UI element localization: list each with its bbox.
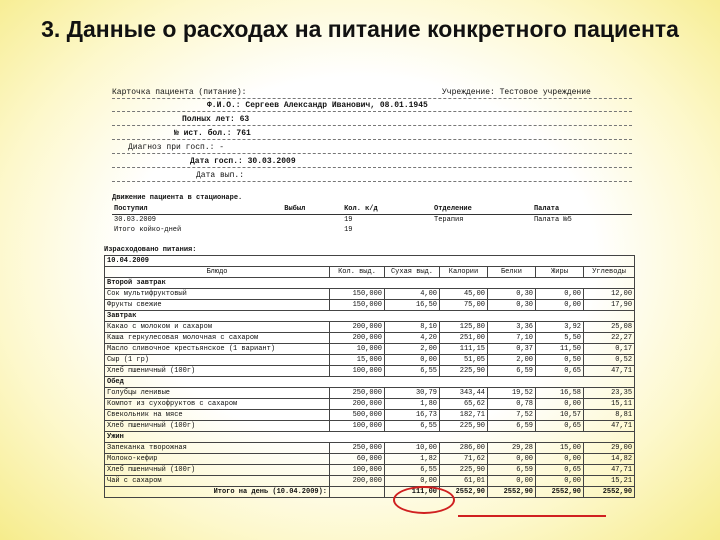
meal-row: [105, 388, 635, 399]
total-cell: 2552,90: [584, 487, 635, 498]
dish-name: Масло сливочное крестьянское (1 вариант): [105, 344, 330, 355]
meal-value: 251,00: [440, 333, 488, 344]
separator: [112, 167, 632, 168]
stay-cell: [282, 225, 342, 235]
meal-value: 1,82: [385, 454, 440, 465]
meal-value: 0,30: [488, 300, 536, 311]
meal-row: [105, 421, 635, 432]
meal-header-row: [105, 267, 635, 278]
meal-value: 0,65: [536, 421, 584, 432]
discharge-date: Дата вып.:: [196, 171, 245, 180]
meal-value: 60,000: [330, 454, 385, 465]
dish-name: Хлеб пшеничный (100г): [105, 421, 330, 432]
meal-body: [105, 278, 635, 487]
meal-value: 0,52: [584, 355, 635, 366]
total-row: [105, 487, 635, 498]
meal-value: 200,000: [330, 333, 385, 344]
patient-age: Полных лет: 63: [182, 115, 250, 124]
meal-value: 47,71: [584, 465, 635, 476]
meal-value: 0,65: [536, 366, 584, 377]
meal-value: 100,000: [330, 421, 385, 432]
meal-value: 1,80: [385, 399, 440, 410]
meal-row: [105, 333, 635, 344]
meal-value: 7,52: [488, 410, 536, 421]
separator: [112, 125, 632, 126]
meal-section-row: [105, 278, 635, 289]
meal-value: 51,05: [440, 355, 488, 366]
meal-value: 100,000: [330, 465, 385, 476]
stay-col: Палата: [532, 204, 632, 215]
meal-col: Жиры: [536, 267, 584, 278]
meal-row: [105, 300, 635, 311]
meal-col: Сухая выд.: [385, 267, 440, 278]
meal-value: 0,00: [536, 454, 584, 465]
dish-name: Сок мультифруктовый: [105, 289, 330, 300]
meal-value: 4,20: [385, 333, 440, 344]
meal-value: 150,000: [330, 300, 385, 311]
total-label: Итого на день (10.04.2009):: [105, 487, 330, 498]
meal-col: Белки: [488, 267, 536, 278]
meal-section-name: Обед: [105, 377, 635, 388]
meal-value: 25,08: [584, 322, 635, 333]
meal-value: 0,00: [385, 476, 440, 487]
meal-value: 16,58: [536, 388, 584, 399]
dish-name: Голубцы ленивые: [105, 388, 330, 399]
meal-value: 12,00: [584, 289, 635, 300]
dish-name: Чай с сахаром: [105, 476, 330, 487]
meal-row: [105, 410, 635, 421]
meal-value: 500,000: [330, 410, 385, 421]
highlight-underline: [458, 515, 606, 517]
stay-col: Отделение: [432, 204, 532, 215]
meal-value: 200,000: [330, 322, 385, 333]
meal-value: 0,00: [536, 289, 584, 300]
stay-table: [112, 194, 632, 235]
meal-value: 6,59: [488, 465, 536, 476]
total-cell: 2552,90: [488, 487, 536, 498]
meal-value: 343,44: [440, 388, 488, 399]
meal-value: 47,71: [584, 421, 635, 432]
stay-heading: Движение пациента в стационаре.: [112, 194, 243, 202]
stay-cell: 30.03.2009: [114, 216, 157, 224]
meal-value: 10,000: [330, 344, 385, 355]
meal-value: 29,28: [488, 443, 536, 454]
stay-col: Выбыл: [282, 204, 342, 215]
meal-value: 0,17: [584, 344, 635, 355]
meal-col: Углеводы: [584, 267, 635, 278]
dish-name: Каша геркулесовая молочная с сахаром: [105, 333, 330, 344]
stay-cell: 19: [344, 216, 353, 224]
meal-value: 125,80: [440, 322, 488, 333]
meal-value: 15,000: [330, 355, 385, 366]
meal-value: 71,62: [440, 454, 488, 465]
meal-row: [105, 399, 635, 410]
meal-value: 3,92: [536, 322, 584, 333]
total-cell: 2552,90: [536, 487, 584, 498]
separator: [112, 111, 632, 112]
stay-cell: Палата №5: [533, 216, 572, 224]
slide-title: 3. Данные о расходах на питание конкретного пациента: [41, 16, 679, 42]
meal-row: [105, 366, 635, 377]
dish-name: Молоко-кефир: [105, 454, 330, 465]
separator: [112, 153, 632, 154]
meal-col: Кол. выд.: [330, 267, 385, 278]
total-cell: 2552,90: [440, 487, 488, 498]
diagnosis: Диагноз при госп.: -: [128, 143, 225, 152]
meal-section-row: [105, 311, 635, 322]
meal-value: 23,35: [584, 388, 635, 399]
meal-value: 0,50: [536, 355, 584, 366]
separator: [112, 181, 632, 182]
meal-row: [105, 289, 635, 300]
meal-value: 200,000: [330, 399, 385, 410]
meal-value: 0,00: [488, 454, 536, 465]
stay-cell: [532, 225, 632, 235]
dish-name: Фрукты свежие: [105, 300, 330, 311]
date-row: [105, 256, 635, 267]
meal-value: 225,90: [440, 421, 488, 432]
meal-section-row: [105, 432, 635, 443]
meal-value: 0,00: [536, 399, 584, 410]
meal-value: 0,00: [536, 476, 584, 487]
meal-row: [105, 465, 635, 476]
meal-value: 5,50: [536, 333, 584, 344]
meal-value: 0,30: [488, 289, 536, 300]
patient-fio: Ф.И.О.: Сергеев Александр Иванович, 08.01.1945: [207, 101, 428, 110]
meal-table: [104, 246, 634, 498]
meal-value: 6,55: [385, 421, 440, 432]
meal-value: 15,00: [536, 443, 584, 454]
meal-heading: Израсходовано питания:: [104, 246, 197, 254]
card-heading: Карточка пациента (питание):: [112, 88, 247, 97]
stay-row: [112, 215, 632, 226]
meal-value: 250,000: [330, 443, 385, 454]
separator: [112, 98, 632, 99]
meal-value: 10,00: [385, 443, 440, 454]
meal-value: 45,00: [440, 289, 488, 300]
stay-cell: 19: [344, 226, 353, 234]
dish-name: Свекольник на мясе: [105, 410, 330, 421]
meal-value: 7,10: [488, 333, 536, 344]
history-number: № ист. бол.: 761: [174, 129, 251, 138]
meal-section-name: Второй завтрак: [105, 278, 635, 289]
meal-value: 15,11: [584, 399, 635, 410]
meal-row: [105, 322, 635, 333]
meal-value: 14,82: [584, 454, 635, 465]
total-cell: [330, 487, 385, 498]
stay-cell: [432, 225, 532, 235]
meal-value: 6,55: [385, 366, 440, 377]
stay-col: Кол. к/д: [342, 204, 432, 215]
dish-name: Сыр (1 гр): [105, 355, 330, 366]
meal-value: 182,71: [440, 410, 488, 421]
meal-value: 250,000: [330, 388, 385, 399]
meal-value: 29,00: [584, 443, 635, 454]
meal-value: 17,90: [584, 300, 635, 311]
meal-value: 150,000: [330, 289, 385, 300]
institution: Учреждение: Тестовое учреждение: [442, 88, 591, 97]
meal-value: 15,21: [584, 476, 635, 487]
meal-row: [105, 476, 635, 487]
meal-value: 0,65: [536, 465, 584, 476]
total-cell: 111,00: [385, 487, 440, 498]
meal-col: Блюдо: [105, 267, 330, 278]
meal-col: Калории: [440, 267, 488, 278]
meal-value: 61,01: [440, 476, 488, 487]
meal-value: 30,79: [385, 388, 440, 399]
meal-value: 19,52: [488, 388, 536, 399]
stay-cell: [282, 215, 342, 226]
meal-value: 200,000: [330, 476, 385, 487]
meal-value: 111,15: [440, 344, 488, 355]
meal-value: 10,57: [536, 410, 584, 421]
meal-value: 22,27: [584, 333, 635, 344]
stay-header-row: [112, 204, 632, 215]
meal-value: 0,00: [488, 476, 536, 487]
meal-value: 8,10: [385, 322, 440, 333]
meal-value: 16,50: [385, 300, 440, 311]
stay-cell: Терапия: [434, 216, 464, 224]
stay-col: Поступил: [112, 204, 282, 215]
stay-cell: Итого койко-дней: [114, 226, 182, 234]
dish-name: Хлеб пшеничный (100г): [105, 366, 330, 377]
meal-value: 0,00: [385, 355, 440, 366]
meal-value: 225,90: [440, 465, 488, 476]
meal-date: 10.04.2009: [105, 256, 635, 267]
meal-section-row: [105, 377, 635, 388]
meal-row: [105, 443, 635, 454]
meal-value: 3,36: [488, 322, 536, 333]
meal-value: 8,81: [584, 410, 635, 421]
meal-value: 0,00: [536, 300, 584, 311]
meal-value: 2,00: [488, 355, 536, 366]
meal-value: 75,00: [440, 300, 488, 311]
dish-name: Компот из сухофруктов с сахаром: [105, 399, 330, 410]
meal-value: 16,73: [385, 410, 440, 421]
highlight-circle: [393, 486, 455, 514]
meal-section-name: Ужин: [105, 432, 635, 443]
stay-row: [112, 225, 632, 235]
meal-value: 0,37: [488, 344, 536, 355]
meal-value: 100,000: [330, 366, 385, 377]
meal-value: 6,59: [488, 421, 536, 432]
dish-name: Какао с молоком и сахаром: [105, 322, 330, 333]
meal-value: 4,00: [385, 289, 440, 300]
admission-date: Дата госп.: 30.03.2009: [190, 157, 296, 166]
meal-row: [105, 454, 635, 465]
meal-section-name: Завтрак: [105, 311, 635, 322]
meal-row: [105, 344, 635, 355]
meal-value: 286,00: [440, 443, 488, 454]
dish-name: Хлеб пшеничный (100г): [105, 465, 330, 476]
meal-value: 225,90: [440, 366, 488, 377]
meal-value: 0,78: [488, 399, 536, 410]
meal-value: 11,50: [536, 344, 584, 355]
meal-value: 6,59: [488, 366, 536, 377]
meal-row: [105, 355, 635, 366]
meal-value: 2,00: [385, 344, 440, 355]
meal-value: 65,62: [440, 399, 488, 410]
separator: [112, 139, 632, 140]
document-scan: [84, 86, 644, 516]
meal-value: 47,71: [584, 366, 635, 377]
dish-name: Запеканка творожная: [105, 443, 330, 454]
meal-value: 6,55: [385, 465, 440, 476]
